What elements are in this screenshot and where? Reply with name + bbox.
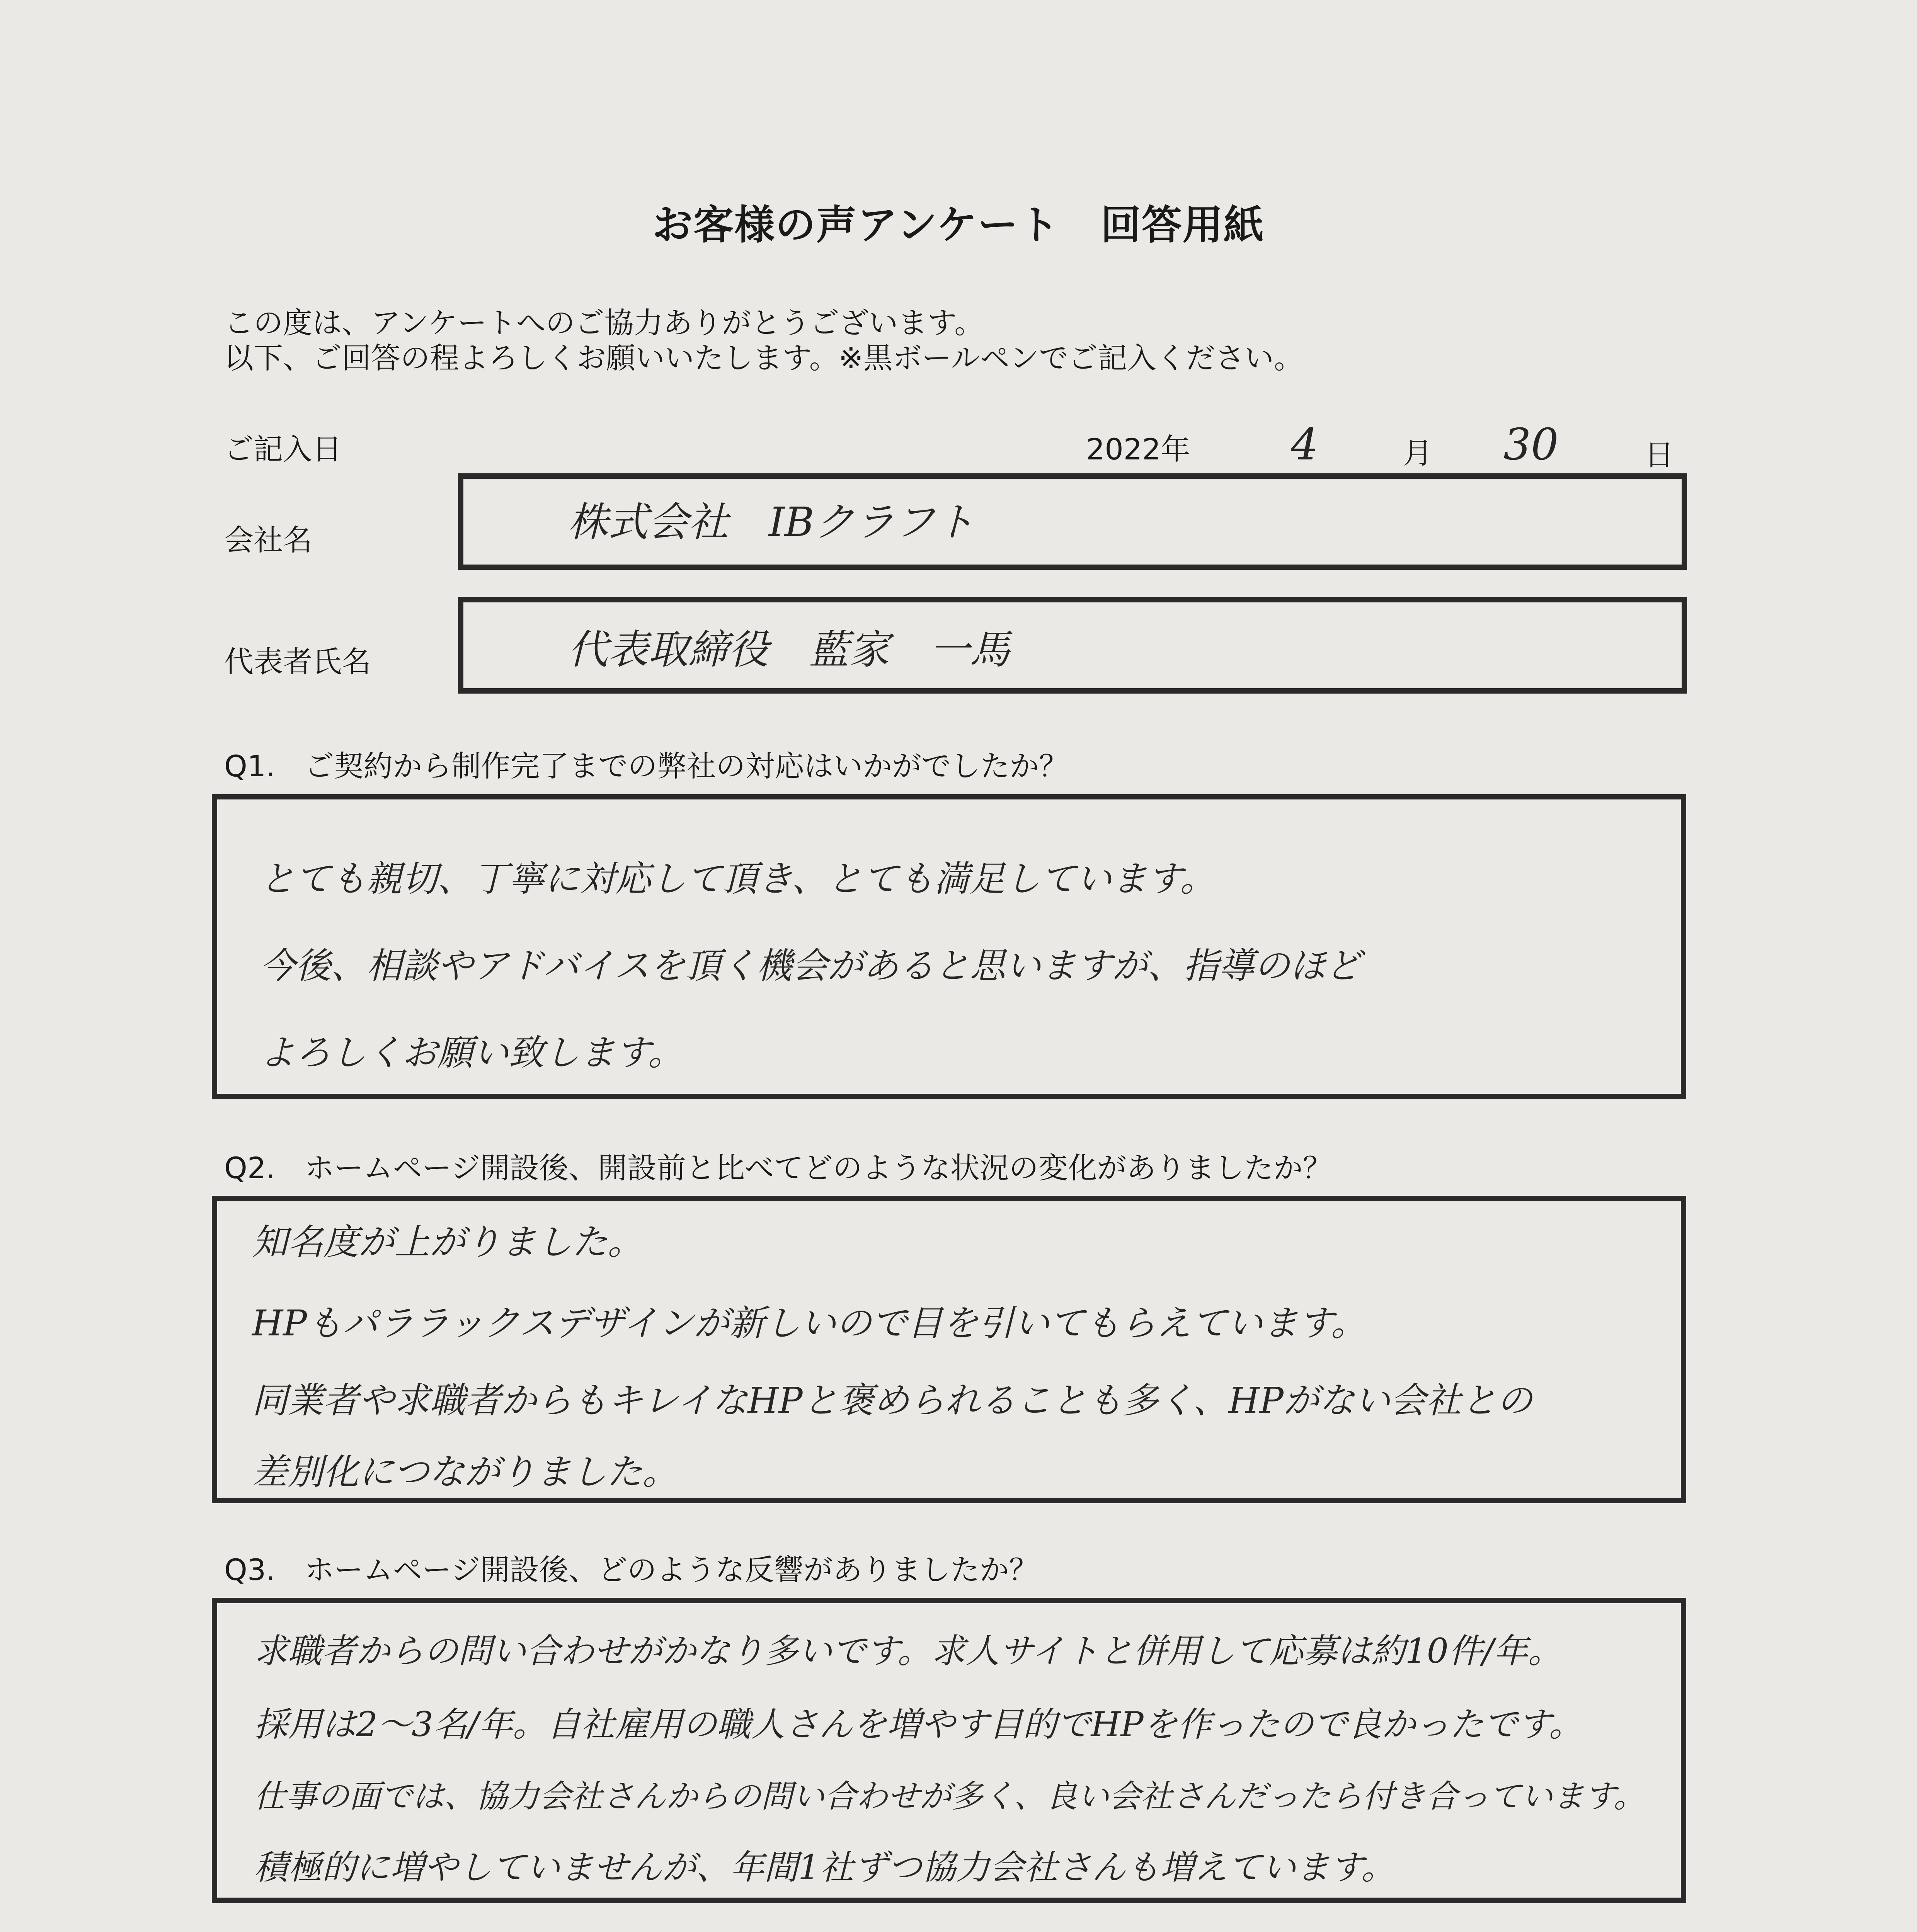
answer-line: とても親切、丁寧に対応して頂き、とても満足しています。 [260,858,1216,900]
answer-line: 今後、相談やアドバイスを頂く機会があると思いますが、指導のほど [260,945,1361,986]
question-2-answer-box[interactable] [212,1196,1686,1503]
answer-line: 知名度が上がりました。 [252,1221,644,1263]
intro-line: この度は、アンケートへのご協力ありがとうございます。 [224,306,984,340]
page-title: お客様の声アンケート 回答用紙 [652,201,1265,248]
answer-line: HPもパララックスデザインが新しいので目を引いてもらえています。 [252,1303,1367,1344]
answer-line: 同業者や求職者からもキレイなHPと褒められることも多く、HPがない会社との [252,1380,1532,1421]
date-year: 2022年 [1086,432,1190,466]
representative-field[interactable] [458,597,1687,694]
representative-value: 代表取締役 藍家 一馬 [568,626,1010,673]
date-day-unit: 日 [1645,438,1674,472]
intro-line: 以下、ご回答の程よろしくお願いいたします。※黒ボールペンでご記入ください。 [224,341,1304,376]
company-label: 会社名 [224,523,312,557]
intro-text [224,305,1303,376]
answer-line: 採用は2～3名/年。自社雇用の職人さんを増やす目的でHPを作ったので良かったです。 [254,1704,1583,1744]
company-value: 株式会社 IBクラフト [568,498,975,546]
date-day-value[interactable]: 30 [1503,420,1559,470]
answer-line: 仕事の面では、協力会社さんからの問い合わせが多く、良い会社さんだったら付き合っています。 [254,1778,1645,1815]
company-field[interactable] [458,473,1687,570]
date-month-unit: 月 [1403,436,1432,470]
question-3-answer-box[interactable] [212,1598,1686,1903]
question-3-title: Q3. ホームページ開設後、どのような反響がありましたか？ [224,1553,1039,1587]
question-2-title: Q2. ホームページ開設後、開設前と比べてどのような状況の変化がありましたか？ [224,1151,1332,1185]
answer-line: よろしくお願い致します。 [260,1032,684,1073]
date-month-value[interactable]: 4 [1291,420,1319,470]
question-1-answer-box[interactable] [212,794,1686,1099]
date-label: ご記入日 [224,432,342,466]
answer-line: 積極的に増やしていませんが、年間1社ずつ協力会社さんも増えています。 [254,1847,1395,1887]
representative-label: 代表者氏名 [224,645,371,679]
answer-line: 差別化につながりました。 [252,1451,678,1493]
answer-line: 求職者からの問い合わせがかなり多いです。求人サイトと併用して応募は約10件/年。 [254,1631,1562,1671]
question-1-title: Q1. ご契約から制作完了までの弊社の対応はいかがでしたか？ [224,749,1069,783]
